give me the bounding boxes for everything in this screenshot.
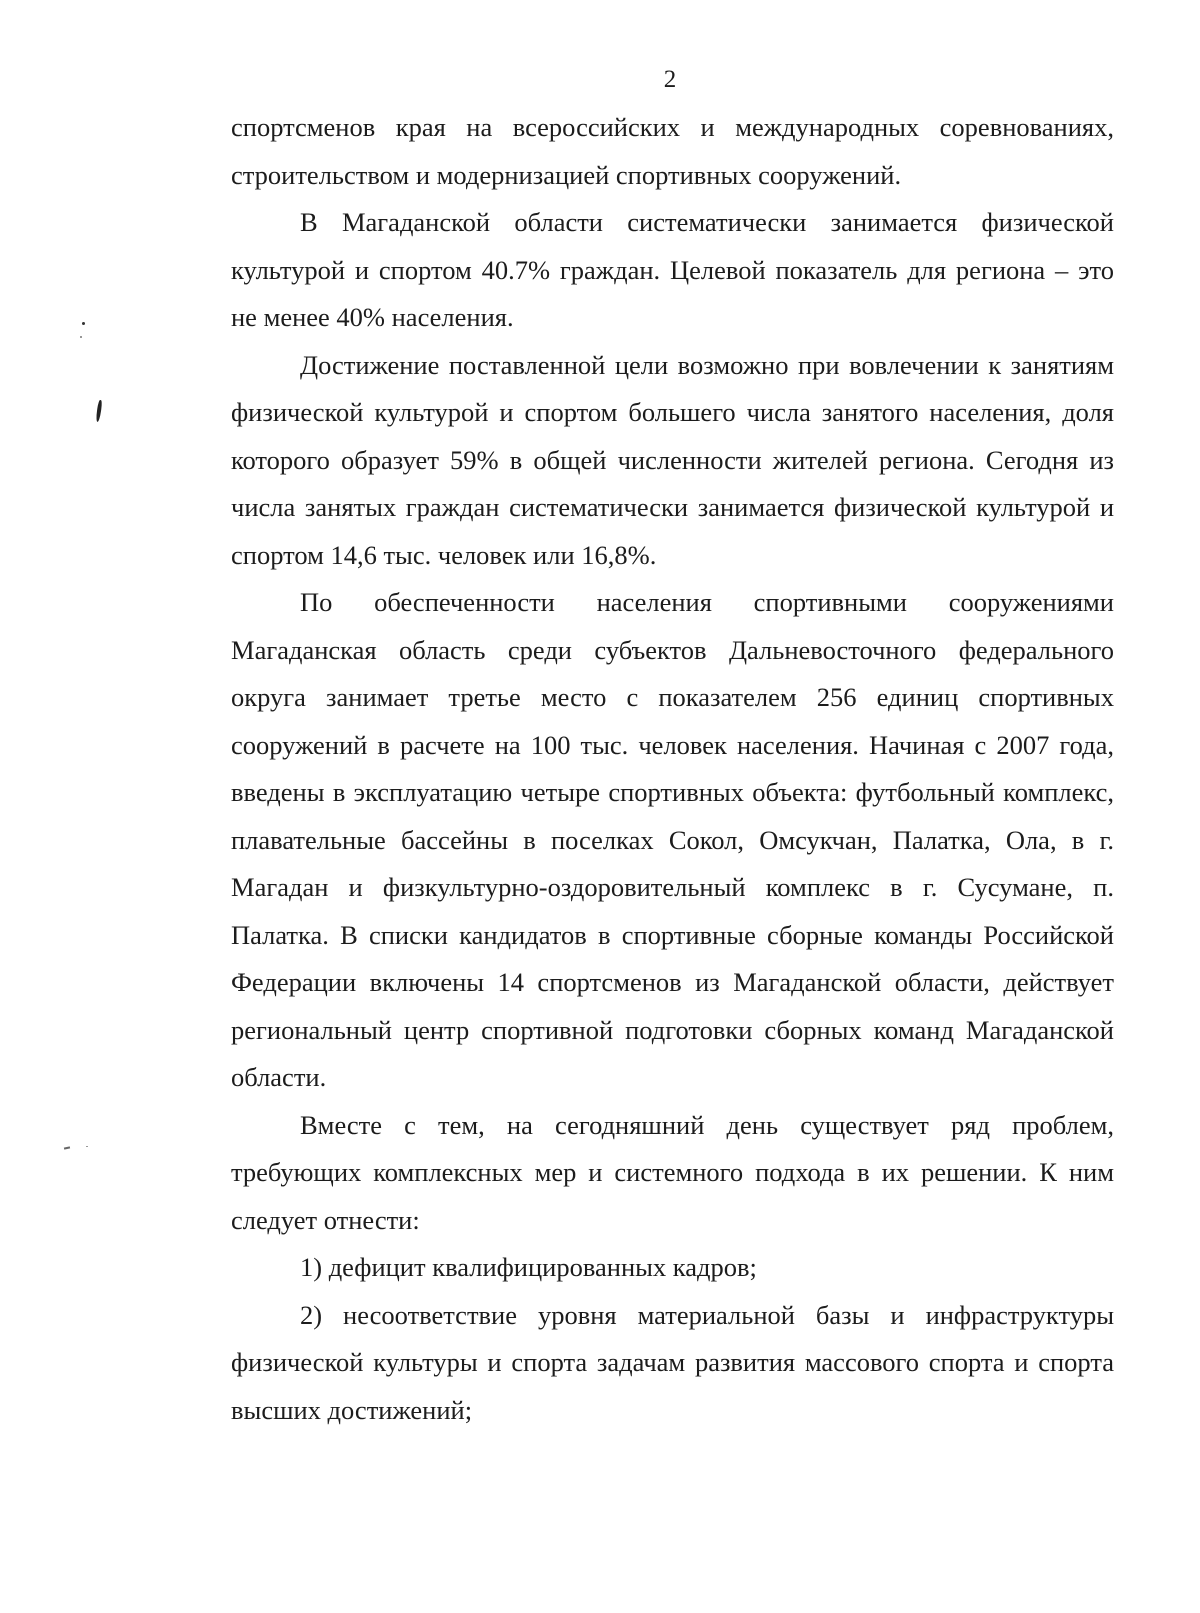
paragraph: Достижение поставленной цели возможно при вовлечении к занятиям физической культурой и спортом большего числа занятого населения, доля которого образует 59% в общей численности жителей региона. Сегодня из числа занятых граждан систематически занимается физической культурой и спортом 14,6 тыс. человек или 16,8%.: [231, 349, 1114, 570]
document-body: [231, 104, 1114, 1434]
paragraph-continuation: спортсменов края на всероссийских и международных соревнованиях, строительством и модернизацией спортивных сооружений.: [231, 112, 1114, 190]
paragraph: В Магаданской области систематически занимается физической культурой и спортом 40.7% граждан. Целевой показатель для региона – это не менее 40% населения.: [231, 207, 1114, 332]
scan-speck: [86, 1146, 88, 1147]
scan-speck: [82, 322, 85, 325]
scan-speck: [80, 336, 82, 338]
scan-speck: [64, 1146, 70, 1149]
paragraph: Вместе с тем, на сегодняшний день существует ряд проблем, требующих комплексных мер и системного подхода в их решении. К ним следует отнести:: [231, 1109, 1114, 1235]
page-number: 2: [663, 66, 677, 93]
list-item: 2) несоответствие уровня материальной базы и инфраструктуры физической культуры и спорта задачам развития массового спорта и спорта высших достижений;: [231, 1299, 1114, 1425]
scan-speck: [95, 400, 102, 422]
list-item: 1) дефицит квалифицированных кадров;: [300, 1252, 757, 1282]
paragraph: По обеспеченности населения спортивными сооружениями Магаданская область среди субъектов Дальневосточного федерального округа занимает третье место с показателем 256 единиц спортивных сооружений в расчете на 100 тыс. человек населения. Начиная с 2007 года, введены в эксплуатацию четыре спортивных объекта: футбольный комплекс, плавательные бассейны в поселках Сокол, Омсукчан, Палатка, Ола, в г. Магадан и физкультурно-оздоровительный комплекс в г. Сусумане, п. Палатка. В списки кандидатов в спортивные сборные команды Российской Федерации включены 14 спортсменов из Магаданской области, действует региональный центр спортивной подготовки сборных команд Магаданской области.: [231, 587, 1114, 1092]
